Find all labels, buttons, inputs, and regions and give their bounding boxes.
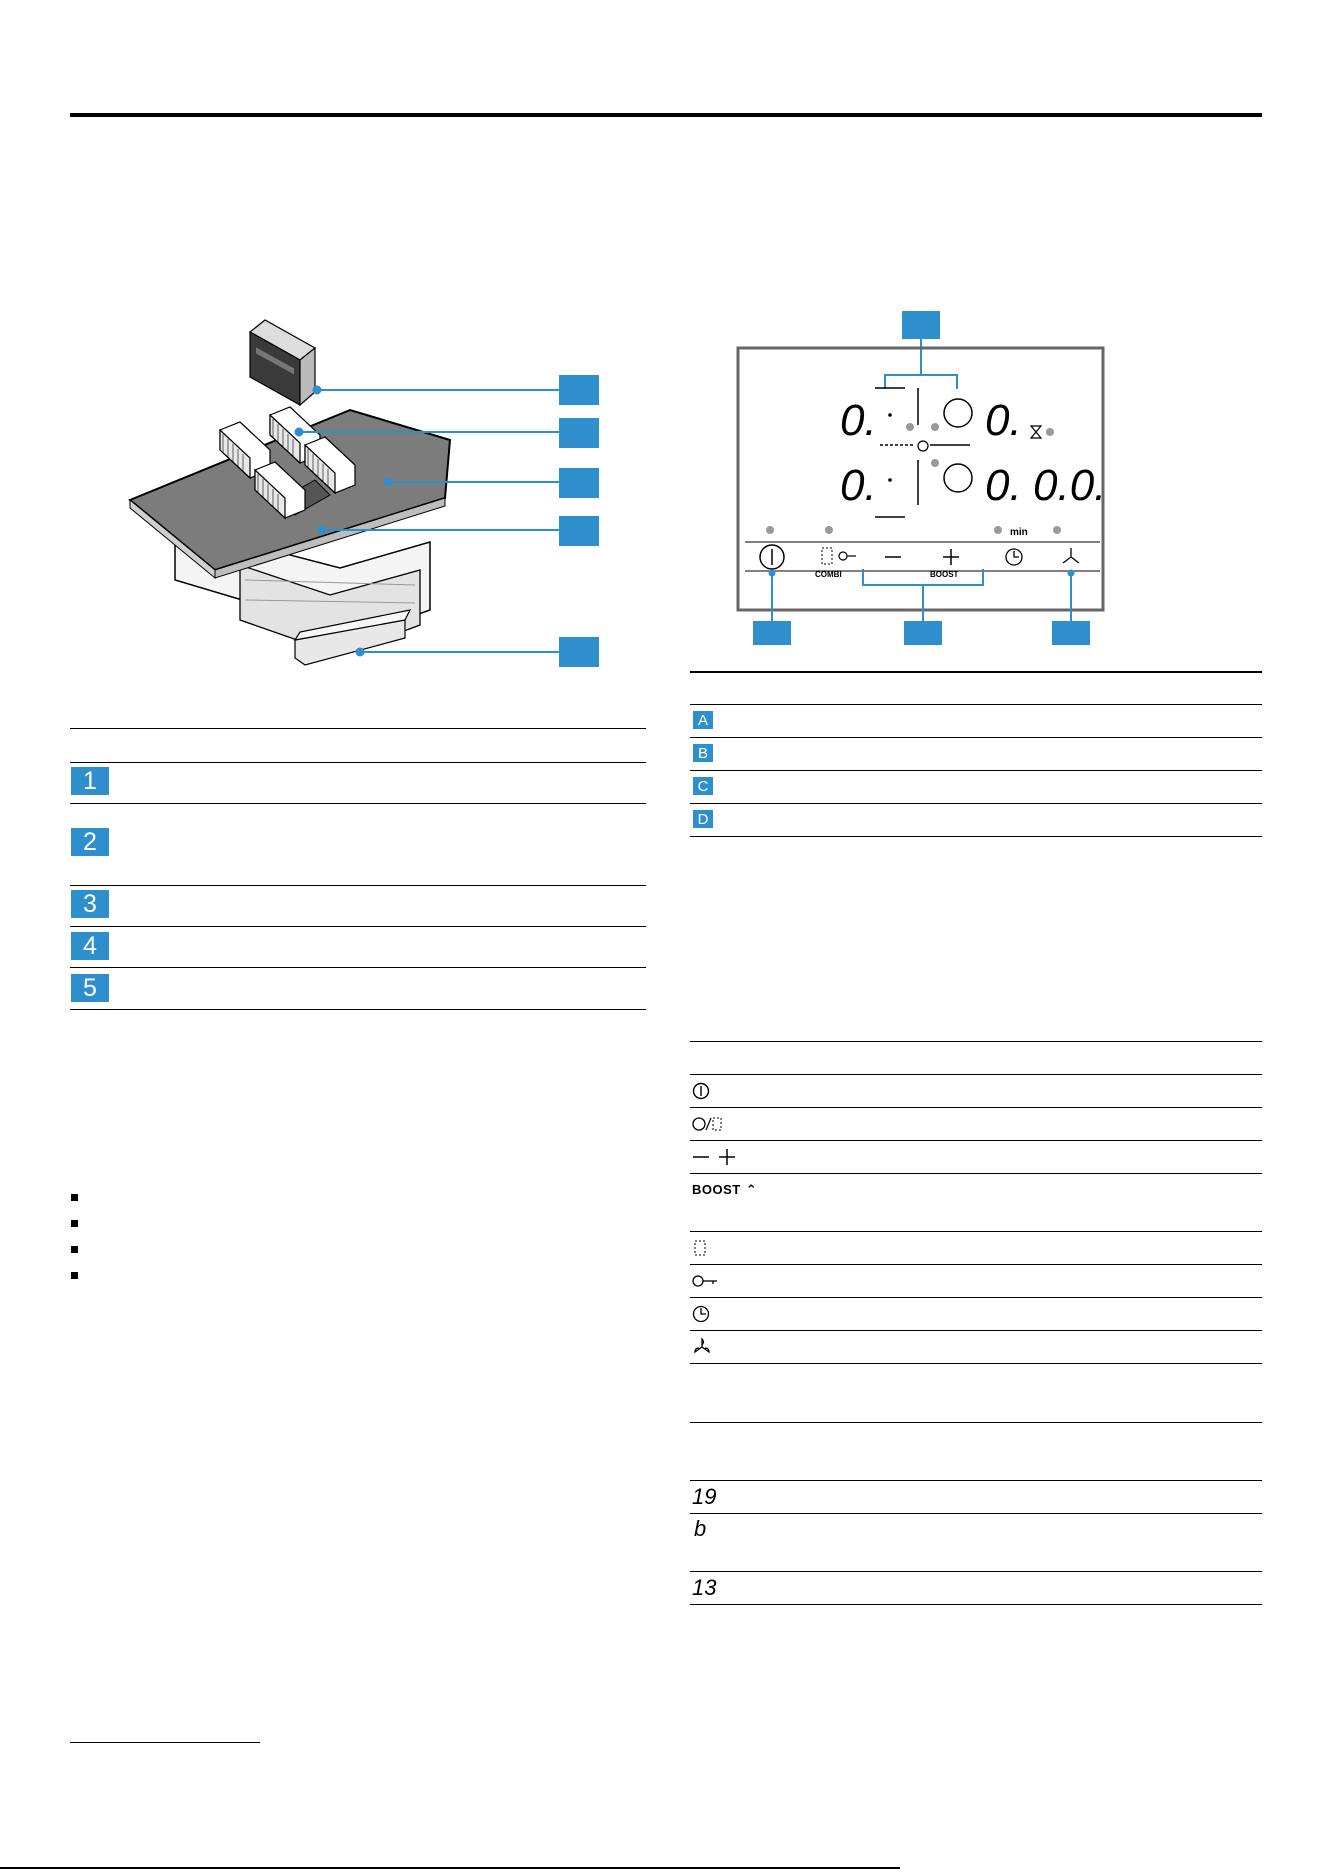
left-callout-lines xyxy=(240,380,600,670)
combi-icon xyxy=(691,1238,711,1258)
table-row-badge-A: A xyxy=(693,711,713,729)
display-code: 19 xyxy=(692,1484,717,1509)
callout-badge-5 xyxy=(559,637,599,667)
fan-icon xyxy=(1063,548,1079,563)
table-row-badge-B: B xyxy=(693,744,713,762)
power-icon xyxy=(691,1081,711,1101)
fan-icon xyxy=(691,1337,713,1357)
footnote-rule xyxy=(70,1742,260,1743)
display-digit: 0. xyxy=(985,396,1022,445)
table-row-badge-4: 4 xyxy=(71,932,109,960)
lock-key-icon xyxy=(691,1271,721,1291)
timer-icon xyxy=(1006,549,1022,565)
page-bottom-rule xyxy=(0,1867,900,1869)
hourglass-icon xyxy=(1031,426,1041,438)
table-row-badge-C: C xyxy=(693,777,713,795)
display-code: 13 xyxy=(692,1575,717,1600)
callout-badge-3 xyxy=(559,468,599,498)
combi-icon xyxy=(822,548,832,564)
timer-icon xyxy=(691,1304,711,1324)
display-digit: 0.0. xyxy=(1033,461,1107,510)
minus-plus-icon xyxy=(691,1147,741,1167)
callout-badge-4 xyxy=(559,516,599,546)
table-row-badge-5: 5 xyxy=(71,974,109,1002)
table-row-badge-2: 2 xyxy=(71,828,109,856)
display-code: b xyxy=(694,1516,707,1541)
combi-label: COMBI xyxy=(815,570,842,579)
table-row-badge-D: D xyxy=(693,810,713,828)
power-icon xyxy=(760,545,784,569)
table-row-badge-1: 1 xyxy=(71,767,109,795)
plus-icon xyxy=(943,549,959,565)
min-label: min xyxy=(1010,527,1028,538)
bullet-marker xyxy=(71,1246,78,1253)
boost-label: BOOST xyxy=(930,570,959,579)
on-off-combi-icon xyxy=(691,1114,727,1134)
display-digit: 0. xyxy=(985,461,1022,510)
lock-key-icon xyxy=(839,552,856,560)
boost-icon: BOOST ⌃ xyxy=(692,1182,758,1198)
bullet-marker xyxy=(71,1220,78,1227)
callout-badge-1 xyxy=(559,375,599,405)
display-digit: 0. xyxy=(840,461,877,510)
bullet-marker xyxy=(71,1272,78,1279)
boost-label: BOOST xyxy=(692,1182,741,1197)
table-row-badge-3: 3 xyxy=(71,890,109,918)
callout-badge-2 xyxy=(559,418,599,448)
bullet-marker xyxy=(71,1194,78,1201)
page-top-rule xyxy=(70,113,1262,117)
display-digit: 0. xyxy=(840,396,877,445)
control-panel-illustration xyxy=(730,305,1110,645)
